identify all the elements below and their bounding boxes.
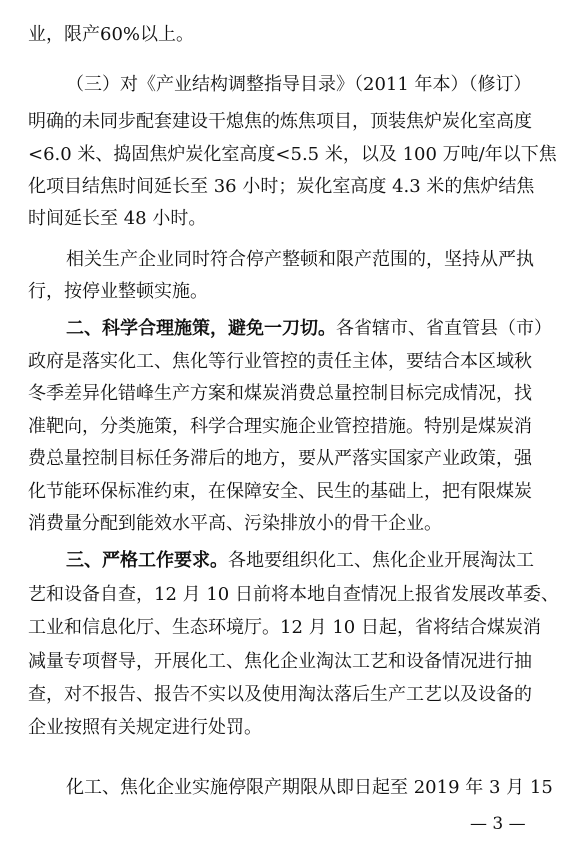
text-line-16: 工业和信息化厅、生态环境厅。12 月 10 日起，省将结合煤炭消: [28, 617, 541, 638]
text-line-20: 化工、焦化企业实施停限产期限从即日起至 2019 年 3 月 15: [66, 777, 553, 798]
text-line-2: （三）对《产业结构调整指导目录》（2011 年本）（修订）: [66, 74, 532, 95]
text-line-1: 业，限产60%以上。: [28, 24, 195, 45]
text-line-10: 冬季差异化错峰生产方案和煤炭消费总量控制目标完成情况，找: [28, 383, 532, 404]
text-line-4: <6.0 米、捣固焦炉炭化室高度<5.5 米，以及 100 万吨/年以下焦: [28, 144, 557, 165]
section-3-heading: 三、严格工作要求。: [66, 550, 228, 571]
text-line-8: 行，按停业整顿实施。: [28, 281, 208, 302]
section-2-heading: 二、科学合理施策，避免一刀切。: [66, 318, 336, 339]
section-3-line: [66, 546, 580, 576]
text-line-9: 政府是落实化工、焦化等行业管控的责任主体，要结合本区域秋: [28, 351, 532, 372]
text-line-7: 相关生产企业同时符合停产整顿和限产范围的，坚持从严执: [66, 249, 534, 270]
text-line-14: 消费量分配到能效水平高、污染排放小的骨干企业。: [28, 513, 442, 534]
section-2-line: [66, 314, 580, 344]
text-line-13: 化节能环保标准约束，在保障安全、民生的基础上，把有限煤炭: [28, 481, 532, 502]
text-line-12: 费总量控制目标任务滞后的地方，要从严落实国家产业政策，强: [28, 448, 532, 469]
text-line-18: 查，对不报告、报告不实以及使用淘汰落后生产工艺以及设备的: [28, 684, 532, 705]
section-2-text: 各省辖市、省直管县（市）: [336, 318, 552, 339]
text-line-3: 明确的未同步配套建设干熄焦的炼焦项目，顶装焦炉炭化室高度: [28, 111, 532, 132]
text-line-6: 时间延长至 48 小时。: [28, 208, 207, 229]
text-line-19: 企业按照有关规定进行处罚。: [28, 717, 262, 738]
text-line-15: 艺和设备自查，12 月 10 日前将本地自查情况上报省发展改革委、: [28, 584, 559, 605]
text-line-5: 化项目结焦时间延长至 36 小时；炭化室高度 4.3 米的焦炉结焦: [28, 176, 535, 197]
section-3-text: 各地要组织化工、焦化企业开展淘汰工: [228, 550, 534, 571]
page-number: — 3 —: [470, 814, 526, 834]
text-line-11: 准靶向，分类施策，科学合理实施企业管控措施。特别是煤炭消: [28, 416, 532, 437]
text-line-17: 减量专项督导，开展化工、焦化企业淘汰工艺和设备情况进行抽: [28, 651, 532, 672]
